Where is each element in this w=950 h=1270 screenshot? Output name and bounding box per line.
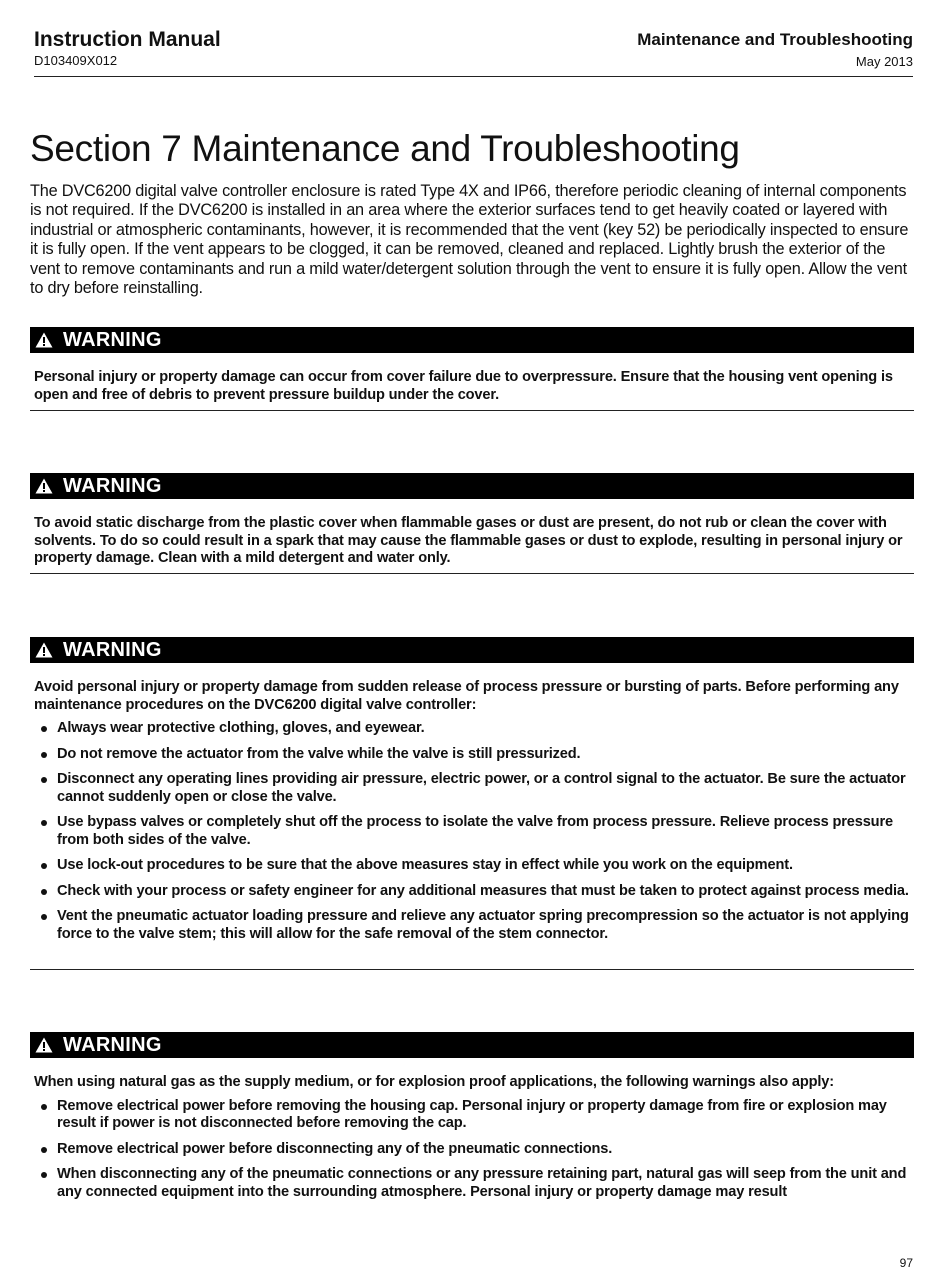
warning-list-item: Disconnect any operating lines providing air pressure, electric power, or a control signal to the actuator. Be sure the actuator cannot suddenly open or close the valve. [41, 771, 914, 806]
warning-list-item: Check with your process or safety engineer for any additional measures that must be taken to protect against process media. [41, 883, 914, 901]
warning-header [30, 1032, 914, 1058]
warning-title: WARNING [63, 328, 162, 351]
intro-paragraph: The DVC6200 digital valve controller enclosure is rated Type 4X and IP66, therefore periodic cleaning of internal components is not required. If the DVC6200 is installed in an area where the exterior surfaces tend to get heavily coated or layered with industrial or atmospheric contaminants, however, it is recommended that the vent (key 52) be periodically inspected to ensure it is fully open. If the vent appears to be clogged, it can be removed, cleaned and replaced. Lightly brush the exterior of the vent to remove contaminants and run a mild water/detergent solution through the vent to ensure it is fully open. Allow the vent to dry before reinstalling. [30, 182, 909, 298]
warning-box [30, 637, 914, 970]
warning-list [30, 1098, 914, 1202]
document-number: D103409X012 [34, 53, 118, 68]
warning-list-item: Use bypass valves or completely shut off the process to isolate the valve from process pressure. Relieve process pressure from both sides of the valve. [41, 814, 914, 849]
warning-list-item: Remove electrical power before disconnecting any of the pneumatic connections. [41, 1141, 914, 1159]
warning-triangle-icon [35, 1037, 53, 1053]
running-section-title: Maintenance and Troubleshooting [637, 30, 913, 49]
warning-triangle-icon [35, 332, 53, 348]
warning-title: WARNING [63, 474, 162, 497]
warning-list-item: When disconnecting any of the pneumatic connections or any pressure retaining part, natural gas will seep from the unit and any connected equipment into the surrounding atmosphere. Personal injury or property damage may result [41, 1166, 914, 1201]
warning-list-item: Vent the pneumatic actuator loading pressure and relieve any actuator spring precompression so the actuator is not applying force to the valve stem; this will allow for the safe removal of the stem connector. [41, 908, 914, 943]
warning-list [30, 720, 914, 943]
warning-header [30, 637, 914, 663]
warning-box [30, 327, 914, 411]
warning-text: When using natural gas as the supply medium, or for explosion proof applications, the following warnings also apply: [34, 1074, 834, 1090]
warning-list-item: Do not remove the actuator from the valve while the valve is still pressurized. [41, 746, 914, 764]
warning-box [30, 473, 914, 574]
warning-header [30, 473, 914, 499]
page-number: 97 [899, 1256, 913, 1270]
warning-title: WARNING [63, 638, 162, 661]
section-title: Section 7 Maintenance and Troubleshooting [30, 128, 740, 169]
warning-list-item: Always wear protective clothing, gloves, and eyewear. [41, 720, 914, 738]
warning-text: Personal injury or property damage can occur from cover failure due to overpressure. Ensure that the housing vent opening is open and free of debris to prevent pressure buildup under the cover. [34, 369, 893, 403]
publication-date: May 2013 [855, 54, 913, 69]
warning-triangle-icon [35, 478, 53, 494]
warning-text: To avoid static discharge from the plastic cover when flammable gases or dust are present, do not rub or clean the cover with solvents. To do so could result in a spark that may cause the flammable gases or dust to explode, resulting in personal injury or property damage. Clean with a mild detergent and water only. [34, 515, 903, 566]
warning-triangle-icon [35, 642, 53, 658]
warning-list-item: Remove electrical power before removing the housing cap. Personal injury or property damage from fire or explosion may result if power is not disconnected before removing the cap. [41, 1098, 914, 1133]
manual-title: Instruction Manual [34, 28, 221, 51]
page-header [34, 28, 913, 77]
warning-box [30, 1032, 914, 1210]
warning-title: WARNING [63, 1033, 162, 1056]
warning-text: Avoid personal injury or property damage from sudden release of process pressure or bursting of parts. Before performing any maintenance procedures on the DVC6200 digital valve controller: [34, 679, 899, 713]
warning-list-item: Use lock-out procedures to be sure that the above measures stay in effect while you work on the equipment. [41, 857, 914, 875]
warning-header [30, 327, 914, 353]
